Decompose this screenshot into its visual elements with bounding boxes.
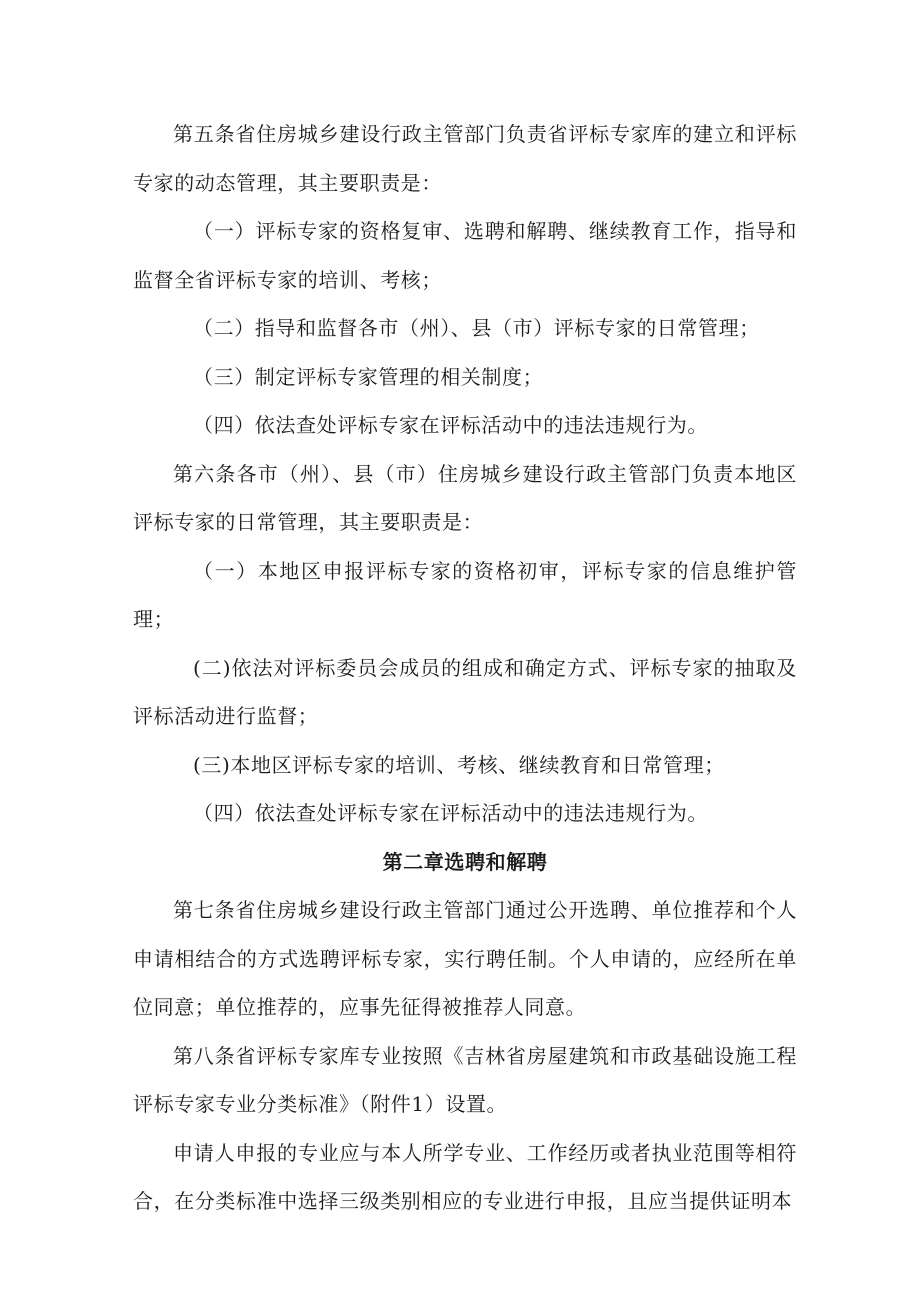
section-part1 <box>133 110 797 838</box>
clause-item: （二）指导和监督各市（州）、县（市）评标专家的日常管理； <box>193 316 760 340</box>
article-paragraph: 第六条各市（州）、县（市）住房城乡建设行政主管部门负责本地区评标专家的日常管理，其主要职责是： <box>133 461 797 534</box>
clause-item: （三）制定评标专家管理的相关制度； <box>193 364 544 389</box>
clause-item: (三)本地区评标专家的培训、考核、继续教育和日常管理； <box>193 752 725 777</box>
chapter-heading: 第二章选聘和解聘 <box>382 849 548 874</box>
clause-item: （四）依法查处评标专家在评标活动中的违法违规行为。 <box>193 413 708 437</box>
article-paragraph: 申请人申报的专业应与本人所学专业、工作经历或者执业范围等相符合，在分类标准中选择三级类别相应的专业进行申报，且应当提供证明本 <box>133 1140 797 1213</box>
document-body <box>133 110 797 1226</box>
section-part2 <box>133 886 797 1226</box>
article-paragraph: 第五条省住房城乡建设行政主管部门负责省评标专家库的建立和评标专家的动态管理，其主要职责是： <box>133 122 797 195</box>
article-paragraph: 第八条省评标专家库专业按照《吉林省房屋建筑和市政基础设施工程评标专家专业分类标准》（附件1）设置。 <box>133 1043 797 1116</box>
clause-item: （四）依法查处评标专家在评标活动中的违法违规行为。 <box>193 801 708 825</box>
clause-item: （一）评标专家的资格复审、选聘和解聘、继续教育工作，指导和监督全省评标专家的培训、考核； <box>133 219 797 292</box>
clause-item: (二)依法对评标委员会成员的组成和确定方式、评标专家的抽取及评标活动进行监督； <box>133 655 797 728</box>
clause-item: （一）本地区申报评标专家的资格初审，评标专家的信息维护管理； <box>133 558 797 631</box>
article-paragraph: 第七条省住房城乡建设行政主管部门通过公开选聘、单位推荐和个人申请相结合的方式选聘评标专家，实行聘任制。个人申请的，应经所在单位同意；单位推荐的，应事先征得被推荐人同意。 <box>133 898 797 1019</box>
